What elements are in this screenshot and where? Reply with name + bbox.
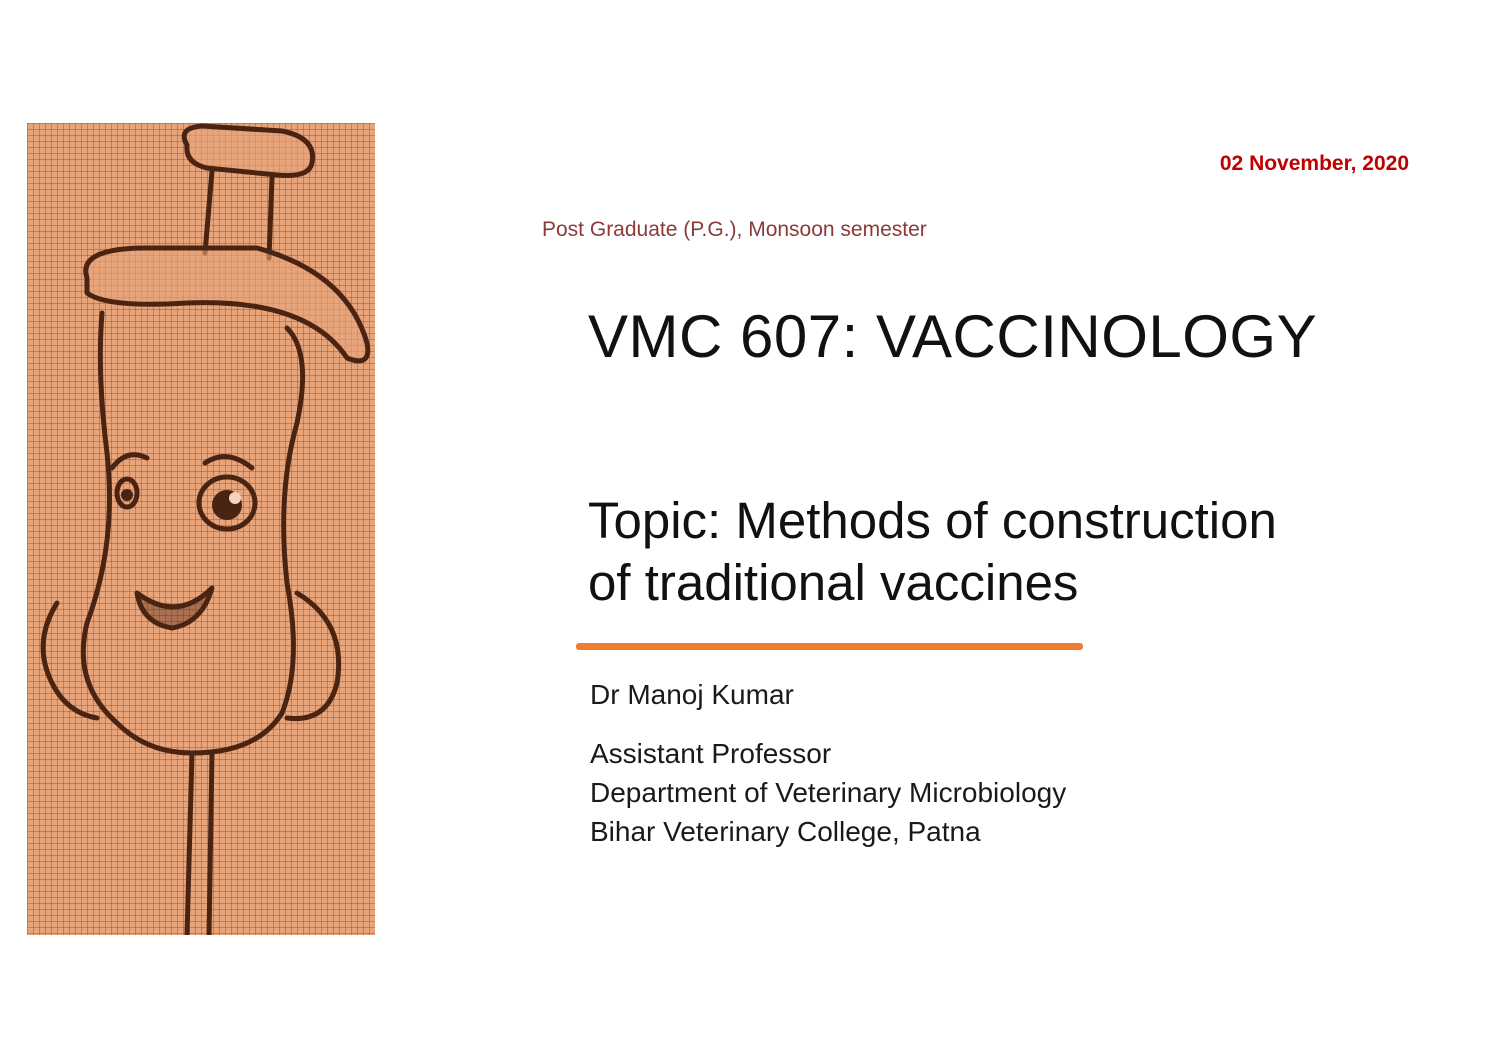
- author-affiliation: [590, 734, 1066, 851]
- syringe-cartoon-icon: [27, 123, 375, 935]
- author-name: Dr Manoj Kumar: [590, 679, 794, 710]
- course-level: Post Graduate (P.G.), Monsoon semester: [542, 218, 927, 241]
- affiliation-line: Department of Veterinary Microbiology: [590, 777, 1067, 808]
- affiliation-line: Assistant Professor: [590, 738, 832, 769]
- affiliation-line: Bihar Veterinary College, Patna: [590, 816, 981, 847]
- slide-title: VMC 607: VACCINOLOGY: [588, 303, 1318, 370]
- accent-divider: [576, 643, 1083, 650]
- topic-line: Topic: Methods of construction: [588, 492, 1277, 549]
- topic-line: of traditional vaccines: [588, 554, 1079, 611]
- presentation-date: 02 November, 2020: [1219, 152, 1409, 175]
- topic-heading: [588, 490, 1388, 614]
